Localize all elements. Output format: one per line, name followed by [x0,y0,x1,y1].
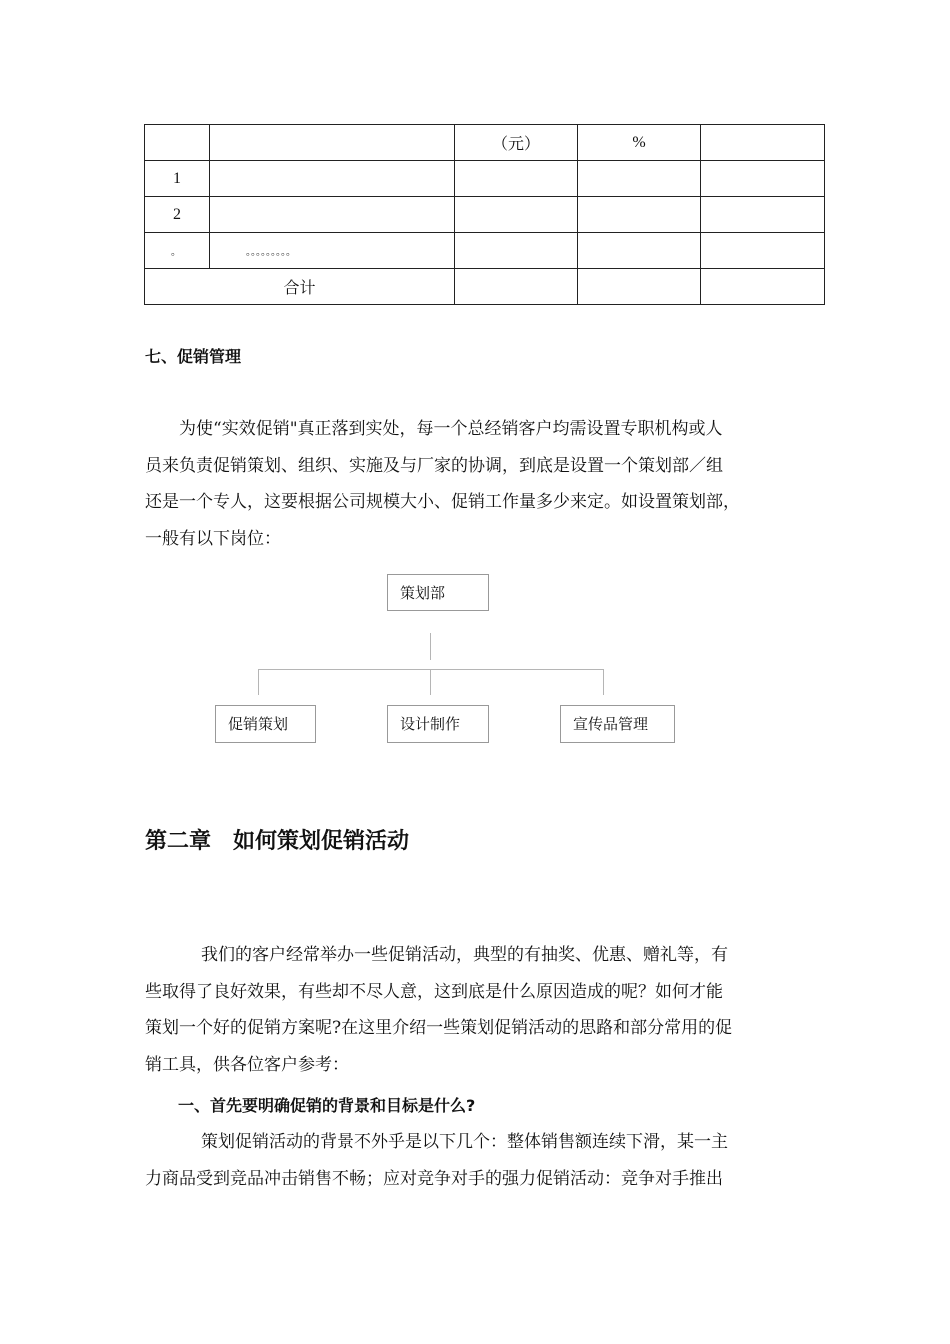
table-header-cell [210,125,455,161]
org-child-box: 促销策划 [215,705,316,743]
paragraph-line: 为使“实效促销"真正落到实处，每一个总经销客户均需设置专职机构或人 [179,419,723,439]
section-heading: 七、促销管理 [145,347,242,366]
table-cell: 2 [145,197,210,233]
org-connector [603,669,604,695]
org-root-box: 策划部 [387,574,489,611]
table-cell [455,233,578,269]
table-cell [578,233,701,269]
table-cell: 1 [145,161,210,197]
table-header-row [145,125,825,161]
table-cell: 。。。。。。。。。 [210,233,455,269]
paragraph-line: 销工具，供各位客户参考： [145,1054,349,1075]
subsection-paragraph [145,1124,825,1197]
table-header-cell [145,125,210,161]
paragraph-line: 员来负责促销策划、组织、实施及与厂家的协调，到底是设置一个策划部／组 [145,455,723,476]
org-connector [258,669,259,695]
paragraph-line: 些取得了良好效果，有些却不尽人意，这到底是什么原因造成的呢？如何才能 [145,981,723,1002]
table-cell [455,197,578,233]
paragraph-line: 我们的客户经常举办一些促销活动，典型的有抽奖、优惠、赠礼等，有 [201,945,728,965]
org-connector [430,633,431,660]
chapter-title: 第二章 如何策划促销活动 [145,829,410,854]
paragraph-line: 还是一个专人，这要根据公司规模大小、促销工作量多少来定。如设置策划部， [145,492,740,512]
intro-paragraph [145,937,825,1083]
table-cell [455,269,578,305]
table-cell [455,161,578,197]
org-child-box: 宣传品管理 [560,705,675,743]
table-cell [701,233,825,269]
org-connector [430,669,431,695]
section-paragraph [145,411,825,557]
table-cell [701,161,825,197]
table-cell [701,269,825,305]
paragraph-line: 策划促销活动的背景不外乎是以下几个：整体销售额连续下滑，某一主 [201,1132,728,1152]
table-row [145,197,825,233]
table-cell [578,269,701,305]
subsection-heading: 一、首先要明确促销的背景和目标是什么? [178,1096,476,1115]
org-child-box: 设计制作 [387,705,489,743]
table-cell [210,197,455,233]
table-header-cell: % [578,125,701,161]
table-total-label: 合计 [145,269,455,305]
table-cell [578,197,701,233]
table-row [145,233,825,269]
table-header-cell: （元） [455,125,578,161]
table-header-cell [701,125,825,161]
budget-table [144,124,825,305]
org-connector [258,669,604,670]
table-cell [701,197,825,233]
table-total-row [145,269,825,305]
paragraph-line: 力商品受到竞品冲击销售不畅；应对竞争对手的强力促销活动：竞争对手推出 [145,1168,723,1189]
table-cell [210,161,455,197]
paragraph-line: 策划一个好的促销方案呢?在这里介绍一些策划促销活动的思路和部分常用的促 [145,1018,733,1038]
table-cell: 。 [145,233,210,269]
table-cell [578,161,701,197]
paragraph-line: 一般有以下岗位： [145,528,281,549]
table-row [145,161,825,197]
